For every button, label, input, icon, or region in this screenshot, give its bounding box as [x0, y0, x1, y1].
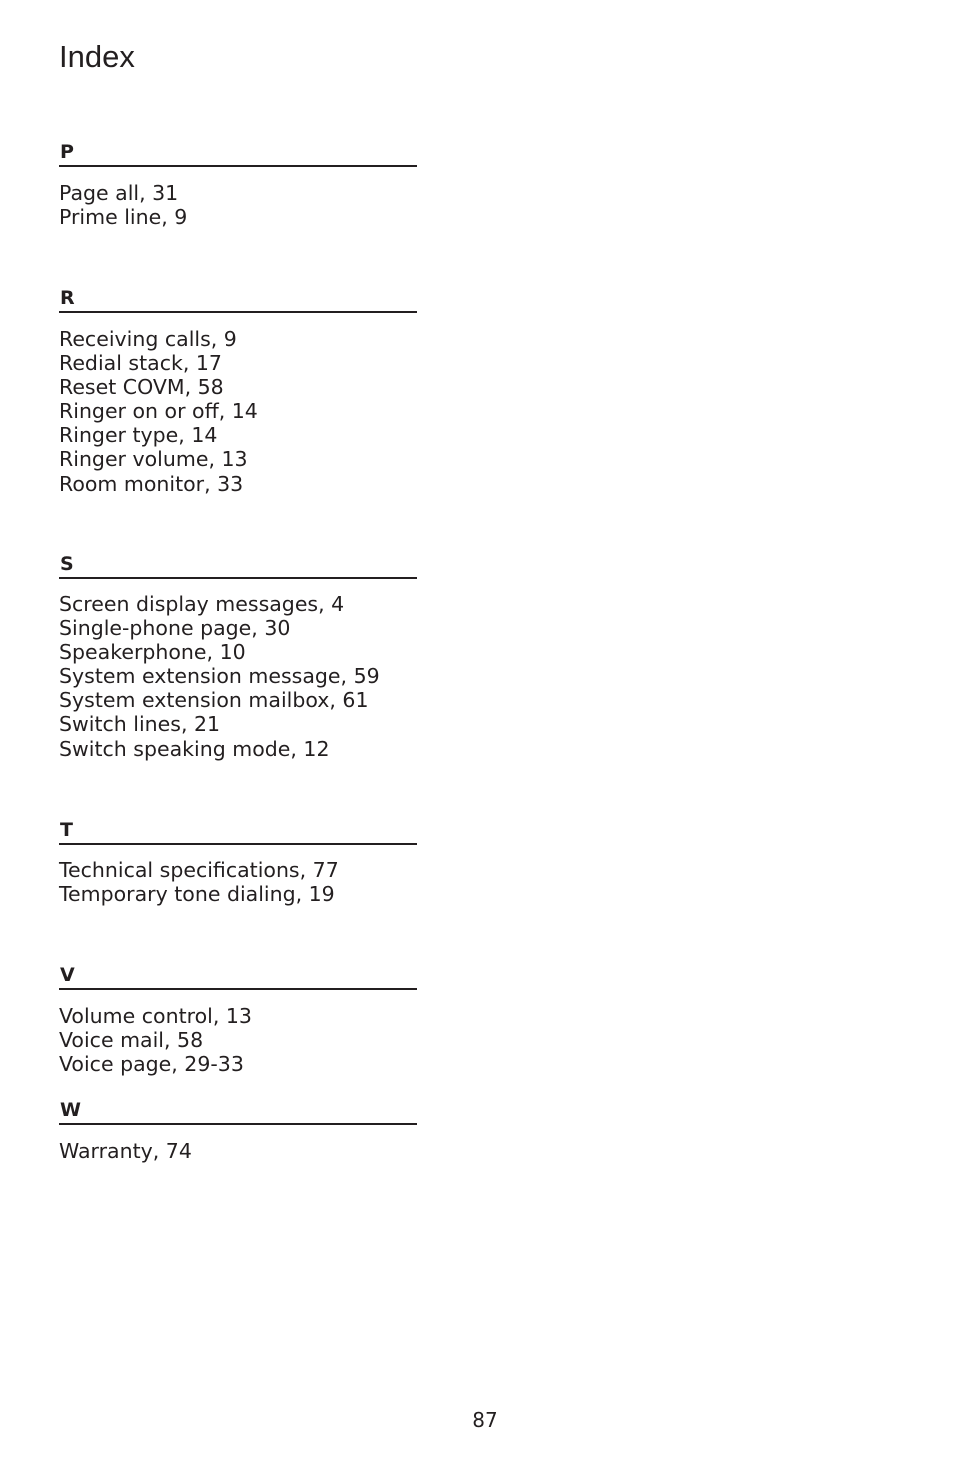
- entry-list: [59, 327, 417, 496]
- index-entry: Page all, 31: [59, 181, 179, 205]
- entry-list: [59, 1139, 417, 1163]
- index-entry: Temporary tone dialing, 19: [59, 882, 335, 907]
- index-entry: Switch speaking mode, 12: [59, 736, 330, 761]
- index-entry: Technical specifications, 77: [59, 858, 339, 882]
- section-letter: S: [60, 553, 74, 575]
- section-divider: [59, 165, 417, 167]
- index-entry: Ringer type, 14: [59, 423, 218, 448]
- index-entry: Voice mail, 58: [59, 1028, 204, 1053]
- index-entry: Receiving calls, 9: [59, 327, 237, 351]
- entry-list: [59, 858, 417, 906]
- index-entry: Reset COVM, 58: [59, 375, 224, 400]
- section-letter: T: [60, 819, 73, 841]
- index-entry: System extension mailbox, 61: [59, 688, 369, 713]
- section-divider: [59, 843, 417, 845]
- index-entry: Switch lines, 21: [59, 712, 221, 737]
- index-entry: Ringer on or off, 14: [59, 399, 258, 424]
- section-divider: [59, 988, 417, 990]
- index-section-p: [59, 140, 417, 229]
- index-section-w: [59, 1098, 417, 1163]
- page-number: 87: [472, 1408, 498, 1432]
- section-letter: P: [60, 141, 74, 163]
- entry-list: [59, 1004, 417, 1076]
- index-section-r: [59, 286, 417, 496]
- index-entry: Volume control, 13: [59, 1004, 252, 1028]
- index-entry: Screen display messages, 4: [59, 592, 345, 616]
- index-entry: Redial stack, 17: [59, 351, 222, 376]
- entry-list: [59, 181, 417, 229]
- section-letter: W: [60, 1099, 81, 1121]
- index-entry: Ringer volume, 13: [59, 447, 248, 472]
- entry-list: [59, 592, 417, 761]
- index-entry: Room monitor, 33: [59, 471, 244, 496]
- section-divider: [59, 1123, 417, 1125]
- index-entry: Prime line, 9: [59, 205, 188, 230]
- section-divider: [59, 577, 417, 579]
- index-entry: Voice page, 29-33: [59, 1052, 244, 1077]
- index-entry: System extension message, 59: [59, 664, 380, 689]
- index-section-v: [59, 963, 417, 1076]
- index-entry: Single-phone page, 30: [59, 616, 291, 641]
- section-letter: R: [60, 287, 75, 309]
- section-divider: [59, 311, 417, 313]
- page-title: Index: [59, 39, 135, 74]
- index-section-t: [59, 818, 417, 906]
- index-entry: Speakerphone, 10: [59, 640, 246, 665]
- index-entry: Warranty, 74: [59, 1139, 192, 1163]
- section-letter: V: [60, 964, 75, 986]
- index-section-s: [59, 552, 417, 761]
